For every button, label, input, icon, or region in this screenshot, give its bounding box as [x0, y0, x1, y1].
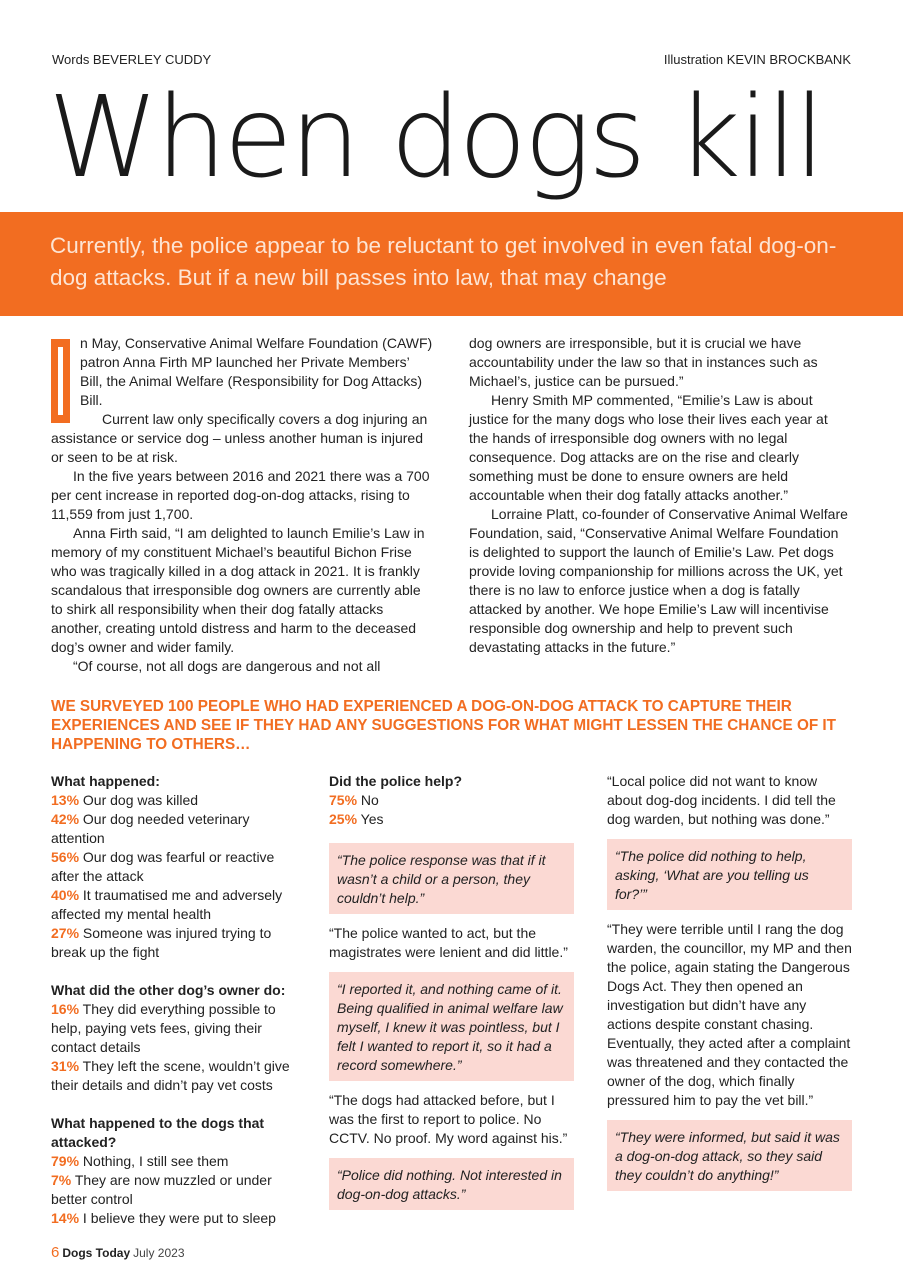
- article-column-right: [469, 334, 851, 657]
- survey-item-text: Our dog was killed: [82, 792, 199, 808]
- words-credit: Words BEVERLEY CUDDY: [52, 52, 212, 67]
- percentage: 79%: [51, 1153, 80, 1169]
- survey-item-text: It traumatised me and adversely affected my mental health: [51, 887, 283, 922]
- percentage: 31%: [51, 1058, 80, 1074]
- survey-item-text: Our dog needed veterinary attention: [51, 811, 250, 846]
- survey-item: [51, 924, 301, 962]
- percentage: 56%: [51, 849, 80, 865]
- percentage: 13%: [51, 792, 80, 808]
- drop-cap-letter: [58, 347, 63, 415]
- question-heading: What did the other dog’s owner do:: [51, 982, 286, 998]
- quote-box: “Police did nothing. Not interested in dog-on-dog attacks.”: [329, 1158, 574, 1210]
- article-paragraph: dog owners are irresponsible, but it is crucial we have accountability under the law so that in instances such as Michael’s, justice can be pursued.”: [469, 335, 818, 389]
- survey-column-3: [607, 772, 852, 1201]
- issue-date: July 2023: [133, 1246, 185, 1260]
- survey-item-text: They did everything possible to help, paying vets fees, giving their contact details: [51, 1001, 276, 1055]
- article-paragraph: Henry Smith MP commented, “Emilie’s Law is about justice for the many dogs who lose their lives each year at the hands of irresponsible dog owners with no legal consequence. Dog attacks are on the rise and clearly something must be done to ensure owners are held accountable when their dog fatally attacks another.”: [469, 392, 828, 503]
- page-footer: [51, 1244, 185, 1261]
- page-number: 6: [51, 1244, 60, 1261]
- survey-item: [51, 1171, 301, 1209]
- survey-item-text: They are now muzzled or under better control: [51, 1172, 272, 1207]
- quote-box: “I reported it, and nothing came of it. Being qualified in animal welfare law myself, I knew it was pointless, but I felt I wanted to report it, so it had a record somewhere.”: [329, 972, 574, 1081]
- percentage: 16%: [51, 1001, 80, 1017]
- illustration-credit: Illustration KEVIN BROCKBANK: [663, 52, 851, 67]
- quote-box: “The police did nothing to help, asking, ‘What are you telling us for?’”: [607, 839, 852, 910]
- percentage: 14%: [51, 1210, 80, 1226]
- survey-item-text: I believe they were put to sleep: [82, 1210, 276, 1226]
- survey-item: [51, 810, 301, 848]
- survey-column-1: [51, 772, 301, 1228]
- percentage: 75%: [329, 792, 358, 808]
- article-column-left: [51, 334, 433, 676]
- survey-item: [51, 1057, 301, 1095]
- article-paragraph: Anna Firth said, “I am delighted to launch Emilie’s Law in memory of my constituent Michael’s beautiful Bichon Frise who was tragically killed in a dog attack in 2021. It is frankly scandalous that irresponsible dog owners are currently able to shirk all responsibility when their dog fatally attacks another, creating untold distress and harm to the deceased dog’s owner and wider family.: [51, 525, 425, 655]
- quote: “The police wanted to act, but the magistrates were lenient and did little.”: [329, 925, 568, 960]
- drop-cap: [51, 339, 70, 423]
- survey-item-text: No: [360, 792, 379, 808]
- quote: “Local police did not want to know about dog-dog incidents. I did tell the dog warden, but nothing was done.”: [607, 773, 836, 827]
- percentage: 25%: [329, 811, 358, 827]
- question-heading: What happened:: [51, 773, 160, 789]
- article-paragraph: Current law only specifically covers a dog injuring an assistance or service dog – unless another human is injured or seen to be at risk.: [51, 411, 428, 465]
- survey-item-text: Nothing, I still see them: [82, 1153, 229, 1169]
- headline: When dogs kill: [48, 73, 823, 203]
- percentage: 27%: [51, 925, 80, 941]
- article-paragraph: Lorraine Platt, co-founder of Conservative Animal Welfare Foundation, said, “Conservative Animal Welfare Foundation is delighted to support the launch of Emilie’s Law. Pet dogs provide loving companionship for millions across the UK, yet there is no law to enforce justice when a dog is fatally attacked by another. We hope Emilie’s Law will incentivise responsible dog ownership and help to prevent such devastating attacks in the future.”: [469, 506, 848, 655]
- survey-item: [51, 848, 301, 886]
- survey-item-text: They left the scene, wouldn’t give their details and didn’t pay vet costs: [51, 1058, 290, 1093]
- survey-item: [329, 810, 574, 829]
- percentage: 40%: [51, 887, 80, 903]
- survey-item: [51, 1209, 301, 1228]
- quote: “The dogs had attacked before, but I was the first to report to police. No CCTV. No proof. My word against his.”: [329, 1092, 568, 1146]
- quote-box: “The police response was that if it wasn’t a child or a person, they couldn’t help.”: [329, 843, 574, 914]
- quote-box: “They were informed, but said it was a dog-on-dog attack, so they said they couldn’t do anything!”: [607, 1120, 852, 1191]
- article-paragraph: In the five years between 2016 and 2021 there was a 700 per cent increase in reported dog-on-dog attacks, rising to 11,559 from just 1,700.: [51, 468, 430, 522]
- standfirst: Currently, the police appear to be reluctant to get involved in even fatal dog-on-dog attacks. But if a new bill passes into law, that may change: [50, 233, 837, 290]
- survey-item-text: Someone was injured trying to break up the fight: [51, 925, 272, 960]
- magazine-name: Dogs Today: [62, 1246, 131, 1260]
- article-paragraph: “Of course, not all dogs are dangerous and not all: [73, 658, 381, 674]
- survey-heading: WE SURVEYED 100 PEOPLE WHO HAD EXPERIENCED A DOG-ON-DOG ATTACK TO CAPTURE THEIR EXPERIENCES AND SEE IF THEY HAD ANY SUGGESTIONS FOR WHAT MIGHT LESSEN THE CHANCE OF IT HAPPENING TO OTHERS…: [51, 698, 837, 753]
- survey-column-2: [329, 772, 574, 1220]
- survey-item-text: Yes: [360, 811, 384, 827]
- percentage: 42%: [51, 811, 80, 827]
- survey-item: [51, 886, 301, 924]
- survey-item: [329, 791, 574, 810]
- survey-item: [51, 791, 301, 810]
- article-paragraph: n May, Conservative Animal Welfare Foundation (CAWF) patron Anna Firth MP launched her Private Members’ Bill, the Animal Welfare (Responsibility for Dog Attacks) Bill.: [80, 335, 433, 408]
- survey-item: [51, 1152, 301, 1171]
- credits-bar: [52, 52, 851, 67]
- question-heading: What happened to the dogs that attacked?: [51, 1115, 265, 1150]
- question-heading: Did the police help?: [329, 773, 463, 789]
- survey-item: [51, 1000, 301, 1057]
- survey-item-text: Our dog was fearful or reactive after the attack: [51, 849, 275, 884]
- quote: “They were terrible until I rang the dog warden, the councillor, my MP and then the police, again stating the Dangerous Dogs Act. They then opened an investigation but didn’t have any actions despite constant chasing. Eventually, they acted after a complaint was threatened and they contacted the owner of the dog, which finally pressured him to pay the vet bill.”: [607, 921, 852, 1108]
- percentage: 7%: [51, 1172, 72, 1188]
